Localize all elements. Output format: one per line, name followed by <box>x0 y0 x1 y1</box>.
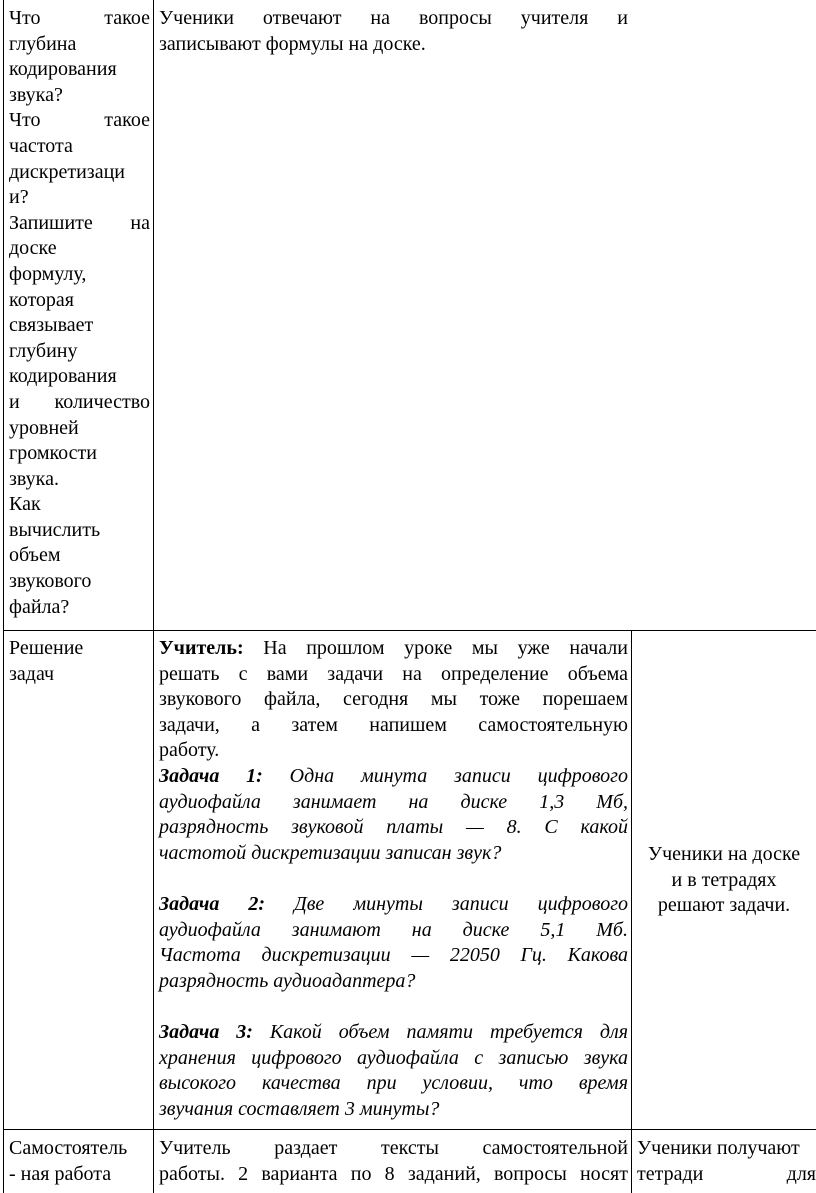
question-bit-depth <box>9 6 150 108</box>
text-line: Частота дискретизации — 22050 Гц. Какова <box>159 944 628 967</box>
text-line: аудиофайла занимают на диске 5,1 Мб. <box>159 918 628 941</box>
text-line <box>159 892 628 918</box>
text-line: громкости <box>9 442 97 465</box>
text-line: объем <box>9 544 61 567</box>
text-line: формулу, <box>9 262 87 285</box>
row1-student-activity-cell <box>159 6 628 57</box>
text-line: Ученики на доске <box>647 843 801 865</box>
text-line: связывает <box>9 314 94 337</box>
text-line: и? <box>9 186 29 209</box>
text-line: звукового <box>9 570 92 593</box>
text-line: работы. 2 варианта по 8 заданий, вопросы носят <box>159 1162 628 1185</box>
text-line: Что такое <box>9 109 150 132</box>
text-span: Какой объем памяти требуется для <box>252 1020 628 1043</box>
task-3 <box>159 1020 628 1122</box>
text-line: задач <box>9 662 55 685</box>
text-line: которая <box>9 288 74 311</box>
task-2 <box>159 892 628 994</box>
text-line: разрядность звуковой платы — 8. С какой <box>159 816 628 839</box>
table-border-left <box>3 0 4 1193</box>
row2-stage-cell <box>9 636 150 687</box>
text-line: звука? <box>9 83 63 106</box>
row3-student-cell <box>637 1136 816 1187</box>
text-line: глубину <box>9 339 78 362</box>
text-line: тетради для <box>637 1162 816 1185</box>
text-line: - ная работа <box>9 1162 112 1185</box>
text-line: кодирования <box>9 58 117 81</box>
text-line <box>159 636 628 662</box>
text-line: кодирования <box>9 365 117 388</box>
text-span: Одна минута записи цифрового <box>262 764 628 787</box>
text-line: уровней <box>9 416 79 439</box>
question-file-volume <box>9 492 150 620</box>
text-line: звукового файла, сегодня мы тоже порешаем <box>159 688 628 711</box>
text-line: Как <box>9 493 41 516</box>
table-border-row1 <box>3 630 816 631</box>
text-line: Ученики отвечают на вопросы учителя и <box>159 7 628 29</box>
task-1 <box>159 764 628 866</box>
text-line: вычислить <box>9 518 101 541</box>
text-span: На прошлом уроке мы уже начали <box>243 637 628 659</box>
text-line: частота <box>9 134 73 157</box>
task-2-label: Задача 2: <box>159 892 266 915</box>
text-line: записывают формулы на доске. <box>159 32 426 55</box>
row3-teacher-cell <box>159 1136 628 1187</box>
text-line: частотой дискретизации записан звук? <box>159 841 502 864</box>
task-1-label: Задача 1: <box>159 764 263 787</box>
text-line: хранения цифрового аудиофайла с записью звука <box>159 1046 628 1069</box>
text-line: Запишите на <box>9 211 150 234</box>
text-line: файла? <box>9 595 70 618</box>
text-line: задачи, а затем напишем самостоятельную <box>159 713 628 736</box>
text-line: звучания составляет 3 минуты? <box>159 1097 440 1120</box>
row1-questions-cell <box>9 6 150 620</box>
row2-student-cell <box>632 842 816 919</box>
text-line: Самостоятель <box>9 1137 128 1159</box>
text-line: и количество <box>9 390 150 413</box>
text-line: звука. <box>9 467 59 490</box>
question-sampling-rate <box>9 108 150 210</box>
text-line: решать с вами задачи на определение объема <box>159 662 628 685</box>
question-formula <box>9 211 150 493</box>
teacher-label: Учитель: <box>159 637 244 659</box>
task-3-label: Задача 3: <box>159 1020 253 1043</box>
text-line: Учитель раздает тексты самостоятельной <box>159 1137 628 1159</box>
text-line: работу. <box>159 739 220 762</box>
text-line: аудиофайла занимает на диске 1,3 Мб, <box>159 790 628 813</box>
teacher-intro <box>159 636 628 764</box>
text-line: решают задачи. <box>657 894 791 917</box>
text-line: Что такое <box>9 7 150 29</box>
text-line: разрядность аудиоадаптера? <box>159 969 416 992</box>
row2-teacher-cell <box>159 636 628 1122</box>
text-line <box>159 764 628 790</box>
table-border-col1 <box>153 0 154 1193</box>
text-line: глубина <box>9 32 77 55</box>
text-line: и в тетрадях <box>671 868 777 891</box>
text-line: дискретизаци <box>9 160 125 183</box>
text-span: Две минуты записи цифрового <box>265 892 628 915</box>
text-line: Решение <box>9 637 84 659</box>
text-line: высокого качества при условии, что время <box>159 1072 628 1095</box>
table-border-row2 <box>3 1129 816 1130</box>
text-line: Ученики получают <box>637 1137 800 1159</box>
row3-stage-cell <box>9 1136 150 1187</box>
text-line <box>159 1020 628 1046</box>
text-line: доске <box>9 237 57 260</box>
